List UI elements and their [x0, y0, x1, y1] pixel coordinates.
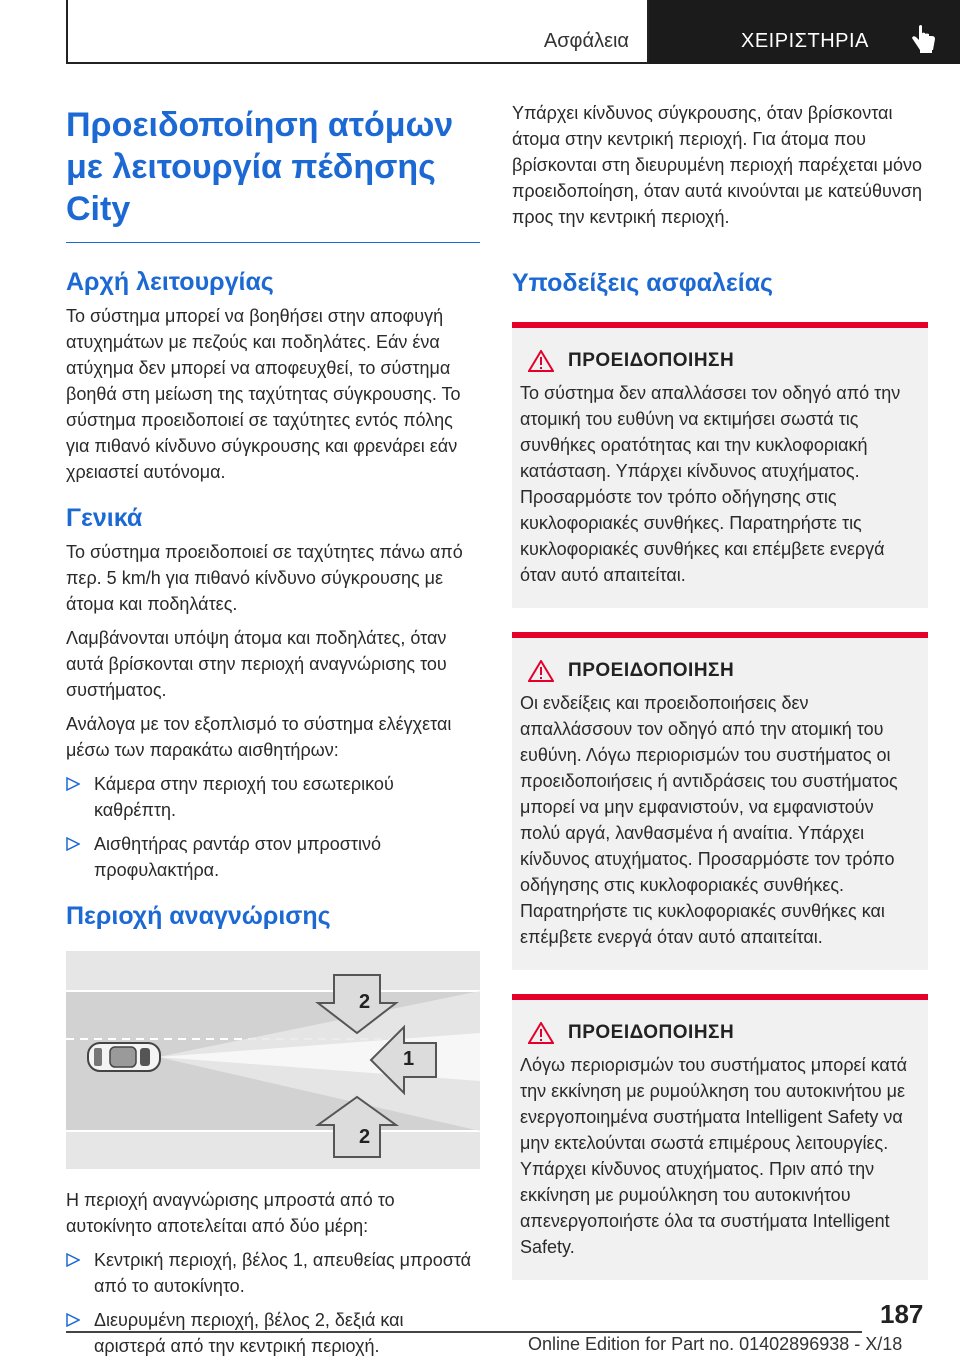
warning-box-1: [512, 322, 928, 608]
car-icon: [88, 1043, 160, 1071]
section-tab[interactable]: [66, 0, 649, 64]
arrow-label-2-bottom: 2: [359, 1126, 371, 1148]
safety-notes-heading: Υποδείξεις ασφαλείας: [512, 269, 774, 297]
arrow-label-2-top: 2: [359, 991, 371, 1013]
warning-label: ΠΡΟΕΙΔΟΠΟΙΗΣΗ: [568, 660, 735, 681]
manual-tab[interactable]: [649, 0, 960, 64]
list-item: Κεντρική περιοχή, βέλος 1, απευθείας μπροστά από το αυτοκίνητο.: [66, 1247, 480, 1299]
detection-area-heading: Περιοχή αναγνώρισης: [66, 902, 331, 930]
detection-area-text: Η περιοχή αναγνώρισης μπροστά από το αυτοκίνητο αποτελείται από δύο μέρη:: [66, 1190, 395, 1236]
warning-triangle-icon: [528, 660, 554, 682]
warning-text: Λόγω περιορισμών του συστήματος μπορεί κατά την εκκίνηση με ρυμούλκηση του αυτοκινήτου με ενεργοποιημένα συστήματα Intelligent Safety να μην εκτελούνται σωστά επιμέρους λειτουργίες. Υπάρχει κίνδυνος ατυχήματος. Πριν από την εκκίνηση με ρυμούλκηση του αυτοκινήτου απενεργοποιήστε όλα τα συστήματα Intelligent Safety.: [520, 1055, 908, 1257]
page-title: Προειδοποίηση ατόμων με λειτουργία πέδησης City: [66, 104, 480, 243]
warning-triangle-icon: [528, 1022, 554, 1044]
page-header: [0, 0, 960, 64]
list-item: Κάμερα στην περιοχή του εσωτερικού καθρέπτη.: [66, 771, 480, 823]
warning-box-2: [512, 632, 928, 970]
collision-risk-text: Υπάρχει κίνδυνος σύγκρουσης, όταν βρίσκονται άτομα στην κεντρική περιοχή. Για άτομα που βρίσκονται στη διευρυμένη περιοχή παρέχεται μόνο προειδοποίηση, όταν αυτά κινούνται με κατεύθυνση προς την κεντρική περιοχή.: [512, 103, 922, 227]
manual-tab-label: ΧΕΙΡΙΣΤΗΡΙΑ: [741, 30, 869, 52]
triangle-bullet-icon: [66, 837, 80, 851]
warning-box-3: [512, 994, 928, 1280]
area-list: [66, 1247, 480, 1359]
list-item: Αισθητήρας ραντάρ στον μπροστινό προφυλακτήρα.: [66, 831, 480, 883]
hand-pointer-icon: [911, 24, 937, 54]
footer-divider: [66, 1331, 862, 1333]
arrow-label-1: 1: [403, 1048, 415, 1070]
warning-label: ΠΡΟΕΙΔΟΠΟΙΗΣΗ: [568, 1022, 735, 1043]
left-column: [66, 104, 480, 1359]
edition-text: Online Edition for Part no. 01402896938 - X/18: [528, 1334, 903, 1354]
warning-text: Οι ενδείξεις και προειδοποιήσεις δεν απαλλάσσουν τον οδηγό από την ατομική του ευθύνη. Λόγω περιορισμών του συστήματος οι προειδοποιήσεις ή αντιδράσεις του συστήματος μπορεί να μην εμφανιστούν, να εμφανιστούν πολύ αργά, λανθασμένα ή αναίτια. Υπάρχει κίνδυνος ατυχήματος. Προσαρμόστε τον τρόπο οδήγησης στις κυκλοφοριακές συνθήκες. Παρατηρήστε τις κυκλοφοριακές συνθήκες και επέμβετε ενεργά όταν αυτό απαιτείται.: [520, 693, 898, 947]
road-illustration: [66, 951, 480, 1169]
section-tab-label: Ασφάλεια: [543, 30, 629, 52]
general-paragraph-2: Λαμβάνονται υπόψη άτομα και ποδηλάτες, όταν αυτά βρίσκονται στην περιοχή αναγνώρισης του συστήματος.: [66, 628, 447, 700]
general-paragraph-1: Το σύστημα προειδοποιεί σε ταχύτητες πάνω από περ. 5 km/h για πιθανό κίνδυνο σύγκρουσης με άτομα και ποδηλάτες.: [66, 542, 463, 614]
general-heading: Γενικά: [66, 504, 143, 532]
general-paragraph-3: Ανάλογα με τον εξοπλισμό το σύστημα ελέγχεται μέσω των παρακάτω αισθητήρων:: [66, 714, 452, 760]
detection-area-diagram: [66, 951, 480, 1169]
right-column: [512, 100, 928, 1280]
page-number: 187: [880, 1299, 924, 1329]
list-item: Διευρυμένη περιοχή, βέλος 2, δεξιά και αριστερά από την κεντρική περιοχή.: [66, 1307, 480, 1359]
principle-heading: Αρχή λειτουργίας: [66, 268, 274, 296]
triangle-bullet-icon: [66, 777, 80, 791]
warning-text: Το σύστημα δεν απαλλάσσει τον οδηγό από την ατομική του ευθύνη να εκτιμήσει σωστά τις συνθήκες ορατότητας και την κυκλοφοριακή κατάσταση. Υπάρχει κίνδυνος ατυχήματος. Προσαρμόστε τον τρόπο οδήγησης στις κυκλοφοριακές συνθήκες. Παρατηρήστε τις κυκλοφοριακές συνθήκες και επέμβετε ενεργά όταν αυτό απαιτείται.: [520, 383, 901, 585]
sensor-list: [66, 771, 480, 883]
warning-triangle-icon: [528, 350, 554, 372]
warning-label: ΠΡΟΕΙΔΟΠΟΙΗΣΗ: [568, 350, 735, 371]
triangle-bullet-icon: [66, 1313, 80, 1327]
triangle-bullet-icon: [66, 1253, 80, 1267]
principle-text: Το σύστημα μπορεί να βοηθήσει στην αποφυγή ατυχημάτων με πεζούς και ποδηλάτες. Εάν ένα ατύχημα δεν μπορεί να αποφευχθεί, το σύστημα βοηθά στη μείωση της ταχύτητας σύγκρουσης. Το σύστημα προειδοποιεί σε ταχύτητες εντός πόλης για πιθανό κίνδυνο σύγκρουσης και φρενάρει εάν χρειαστεί αυτόνομα.: [66, 306, 461, 482]
